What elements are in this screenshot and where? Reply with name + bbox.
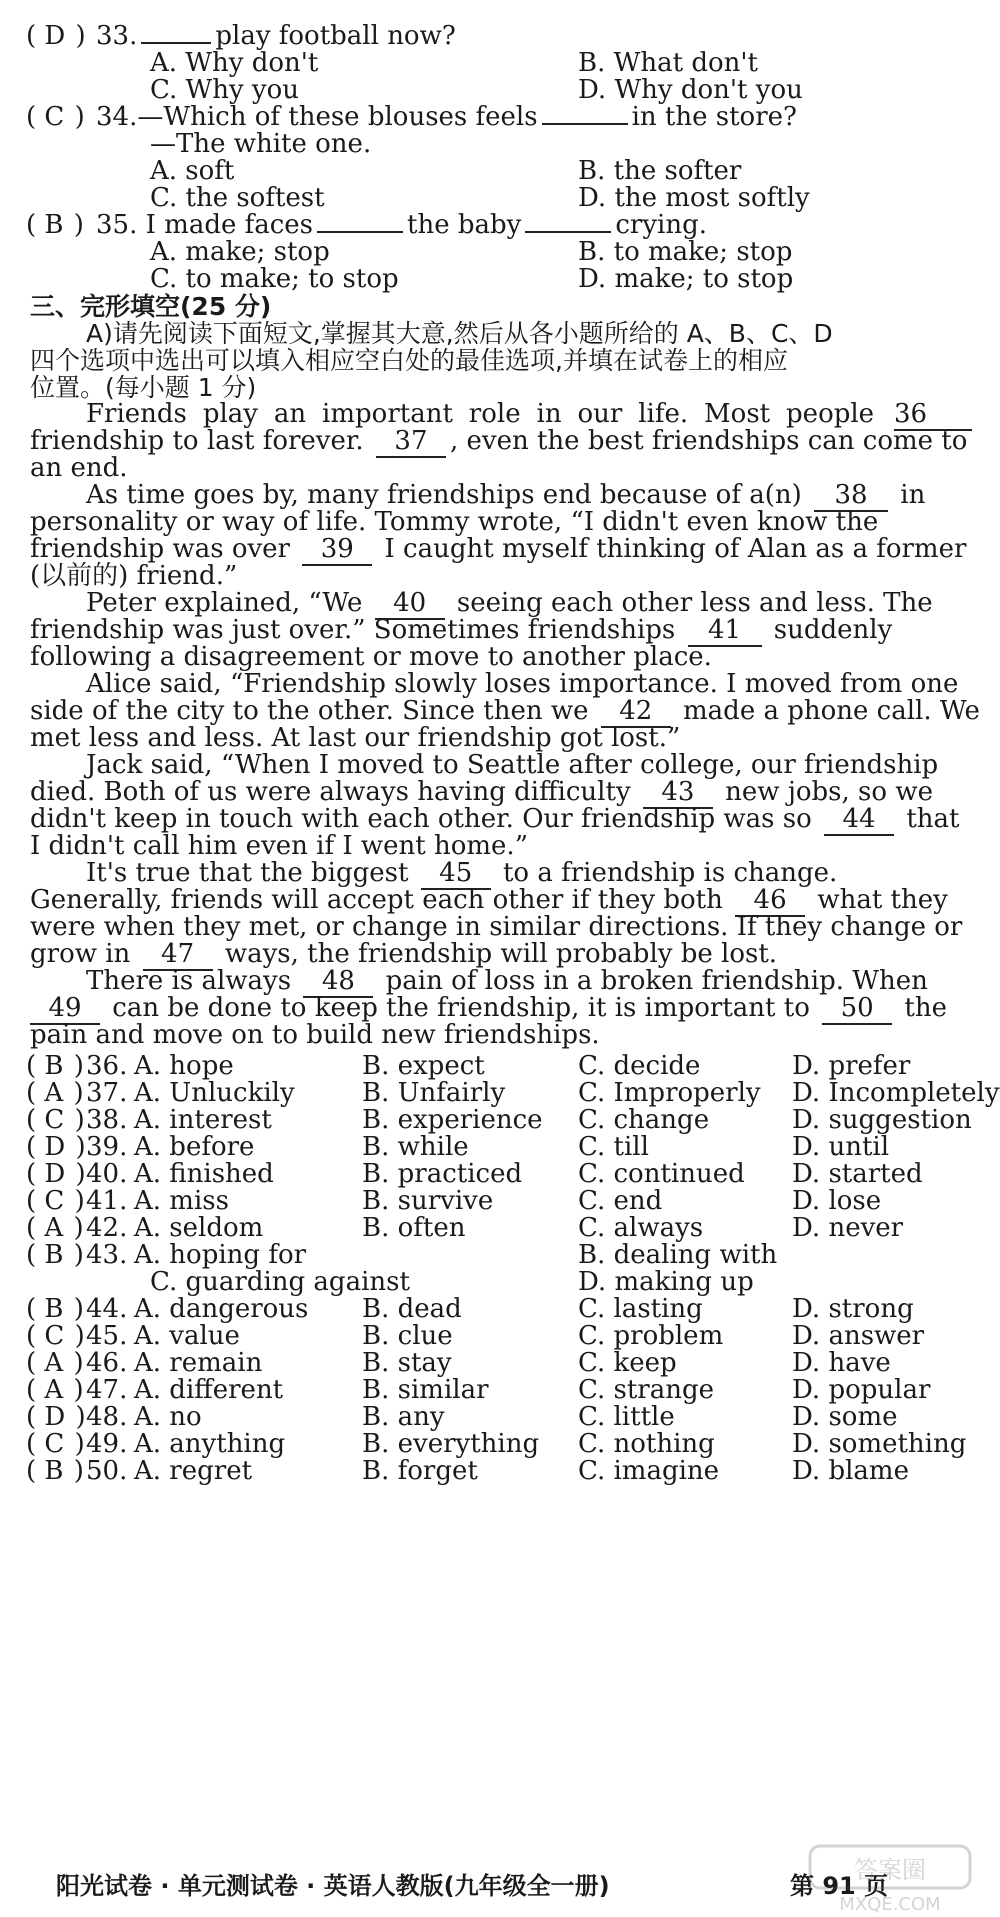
blank xyxy=(525,231,611,233)
option-a: A. seldom xyxy=(134,1213,264,1243)
option-b: B. expect xyxy=(362,1051,485,1081)
answer-bracket: ( D ) xyxy=(26,1159,86,1189)
option-c: C. strange xyxy=(578,1375,714,1405)
options-35a: A. make; stop B. to make; stop xyxy=(150,237,793,267)
blank-38: 38 xyxy=(814,480,888,512)
options-35b: C. to make; to stop D. make; to stop xyxy=(150,264,794,294)
answer-bracket: ( A ) xyxy=(26,1375,84,1405)
watermark-url: MXQE.COM xyxy=(839,1894,941,1915)
answer-bracket: ( B ) xyxy=(26,1240,84,1270)
option-row xyxy=(0,1455,1000,1488)
blank-46: 46 xyxy=(735,885,805,917)
option-b: B. dead xyxy=(362,1294,462,1324)
options-33b: C. Why you D. Why don't you xyxy=(150,75,803,105)
options-34a: A. soft B. the softer xyxy=(150,156,742,186)
option-d: D. suggestion xyxy=(792,1105,972,1135)
option-b: B. clue xyxy=(362,1321,453,1351)
answer-bracket: ( C ) xyxy=(26,1105,85,1135)
passage-line: It's true that the biggest 45 to a friendship is change. xyxy=(86,858,838,888)
option-b: B. Unfairly xyxy=(362,1078,506,1108)
question-number: 50. xyxy=(86,1456,128,1486)
option-d: D. lose xyxy=(792,1186,882,1216)
option-c: C. lasting xyxy=(578,1294,703,1324)
blank-45: 45 xyxy=(421,858,491,890)
question-number: 48. xyxy=(86,1402,128,1432)
blank-37: 37 xyxy=(376,426,446,458)
passage-line: (以前的) friend.” xyxy=(30,561,238,591)
options-33a: A. Why don't B. What don't xyxy=(150,48,758,78)
answer-bracket: ( C ) xyxy=(26,1429,85,1459)
option-c: C. problem xyxy=(578,1321,724,1351)
option-a: A. remain xyxy=(134,1348,263,1378)
option-c: C. till xyxy=(578,1132,649,1162)
passage-line: pain and move on to build new friendships. xyxy=(30,1020,600,1050)
option-b: B. similar xyxy=(362,1375,489,1405)
passage-line: I didn't call him even if I went home.” xyxy=(30,831,528,861)
answer-bracket: ( D ) xyxy=(26,1402,86,1432)
question-number: 37. xyxy=(86,1078,128,1108)
option-c: C. continued xyxy=(578,1159,745,1189)
answer-bracket: ( B ) xyxy=(26,210,84,240)
option-a: A. hoping for xyxy=(134,1240,307,1270)
question-number: 49. xyxy=(86,1429,128,1459)
option-a: A. interest xyxy=(134,1105,272,1135)
option-b: B. any xyxy=(362,1402,445,1432)
passage-line: didn't keep in touch with each other. Our friendship was so 44 that xyxy=(30,804,960,834)
passage-line: met less and less. At last our friendship got lost.” xyxy=(30,723,681,753)
option-d: D. answer xyxy=(792,1321,925,1351)
option-d: D. prefer xyxy=(792,1051,911,1081)
passage-line: friendship was just over.” Sometimes friendships 41 suddenly xyxy=(30,615,893,645)
option-c: C. nothing xyxy=(578,1429,715,1459)
option-d: D. something xyxy=(792,1429,967,1459)
passage-line: died. Both of us were always having difficulty 43 new jobs, so we xyxy=(30,777,933,807)
blank-47: 47 xyxy=(143,939,213,971)
blank-50: 50 xyxy=(822,993,892,1025)
answer-bracket: ( A ) xyxy=(26,1078,84,1108)
answer-bracket: ( C ) xyxy=(26,102,85,132)
option-c: C. Improperly xyxy=(578,1078,761,1108)
answer-bracket: ( A ) xyxy=(26,1348,84,1378)
passage-line: following a disagreement or move to another place. xyxy=(30,642,712,672)
instruction-line-3: 位置。(每小题 1 分) xyxy=(30,373,257,402)
blank-41: 41 xyxy=(688,615,762,647)
passage-line: Peter explained, “We 40 seeing each other less and less. The xyxy=(86,588,933,618)
option-a: A. no xyxy=(134,1402,202,1432)
passage-line: an end. xyxy=(30,453,128,483)
passage-line: There is always 48 pain of loss in a broken friendship. When xyxy=(86,966,928,996)
answer-bracket: ( B ) xyxy=(26,1456,84,1486)
option-b: B. practiced xyxy=(362,1159,523,1189)
passage-line: 49 can be done to keep the friendship, it is important to 50 the xyxy=(0,992,1000,1025)
passage-line: Jack said, “When I moved to Seattle after college, our friendship xyxy=(86,750,939,780)
option-c: B. dealing with xyxy=(578,1240,778,1270)
option-c: C. decide xyxy=(578,1051,701,1081)
blank xyxy=(542,123,628,125)
reply-34: —The white one. xyxy=(150,129,372,159)
passage-line: Alice said, “Friendship slowly loses importance. I moved from one xyxy=(86,669,959,699)
option-a: A. regret xyxy=(134,1456,253,1486)
blank-48: 48 xyxy=(303,966,373,998)
question-35: ( B ) 35. I made faces the baby crying. xyxy=(26,210,708,240)
passage-line: Generally, friends will accept each other if they both 46 what they xyxy=(30,885,948,915)
answer-bracket: ( B ) xyxy=(26,1051,84,1081)
question-33: ( D ) 33. play football now? xyxy=(26,21,456,51)
passage-line: side of the city to the other. Since then we 42 made a phone call. We xyxy=(30,696,980,726)
option-d: D. until xyxy=(792,1132,890,1162)
option-a: A. Unluckily xyxy=(134,1078,295,1108)
option-d: D. Incompletely xyxy=(792,1078,1000,1108)
passage-line: grow in 47 ways, the friendship will probably be lost. xyxy=(30,939,778,969)
question-number: 43. xyxy=(86,1240,128,1270)
blank xyxy=(141,42,211,44)
passage-line: friendship was over 39 I caught myself thinking of Alan as a former xyxy=(30,534,967,564)
blank-43: 43 xyxy=(643,777,713,809)
option-a: A. miss xyxy=(134,1186,229,1216)
answer-bracket: ( C ) xyxy=(26,1186,85,1216)
question-number: 41. xyxy=(86,1186,128,1216)
options-34b: C. the softest D. the most softly xyxy=(150,183,810,213)
option-c: C. keep xyxy=(578,1348,677,1378)
option-d: D. have xyxy=(792,1348,891,1378)
book-title: 阳光试卷 · 单元测试卷 · 英语人教版(九年级全一册) xyxy=(56,1872,610,1900)
option-d: D. popular xyxy=(792,1375,931,1405)
option-a: A. hope xyxy=(134,1051,234,1081)
option-b: B. forget xyxy=(362,1456,478,1486)
option-b: B. experience xyxy=(362,1105,543,1135)
option-c: D. making up xyxy=(578,1267,754,1297)
option-b: B. survive xyxy=(362,1186,494,1216)
passage-line: were when they met, or change in similar directions. If they change or xyxy=(30,912,963,942)
option-c: C. little xyxy=(578,1402,675,1432)
option-d: D. strong xyxy=(792,1294,914,1324)
blank-40: 40 xyxy=(375,588,445,620)
option-a: C. guarding against xyxy=(150,1267,410,1297)
question-number: 45. xyxy=(86,1321,128,1351)
blank-36: 36 xyxy=(894,399,972,431)
option-c: C. end xyxy=(578,1186,663,1216)
question-number: 38. xyxy=(86,1105,128,1135)
question-number: 42. xyxy=(86,1213,128,1243)
answer-bracket: ( D ) xyxy=(26,1132,86,1162)
question-number: 44. xyxy=(86,1294,128,1324)
blank xyxy=(317,231,403,233)
watermark-text: 答案圈 xyxy=(854,1856,926,1884)
answer-bracket: ( A ) xyxy=(26,1213,84,1243)
question-number: 47. xyxy=(86,1375,128,1405)
option-d: D. blame xyxy=(792,1456,909,1486)
option-a: A. value xyxy=(134,1321,240,1351)
question-34: ( C ) 34.—Which of these blouses feels in the store? xyxy=(26,102,797,132)
option-d: D. some xyxy=(792,1402,898,1432)
question-number: 40. xyxy=(86,1159,128,1189)
option-b: B. everything xyxy=(362,1429,540,1459)
blank-39: 39 xyxy=(302,534,372,566)
option-a: A. before xyxy=(134,1132,255,1162)
instruction-line-1: A)请先阅读下面短文,掌握其大意,然后从各小题所给的 A、B、C、D xyxy=(86,319,833,348)
blank-49: 49 xyxy=(30,993,100,1025)
answer-bracket: ( B ) xyxy=(26,1294,84,1324)
option-b: B. while xyxy=(362,1132,469,1162)
passage-line: personality or way of life. Tommy wrote, “I didn't even know the xyxy=(30,507,879,537)
passage-line: As time goes by, many friendships end because of a(n) 38 in xyxy=(86,480,926,510)
option-b: B. often xyxy=(362,1213,466,1243)
question-number: 39. xyxy=(86,1132,128,1162)
instruction-line-2: 四个选项中选出可以填入相应空白处的最佳选项,并填在试卷上的相应 xyxy=(30,346,788,375)
option-a: A. dangerous xyxy=(134,1294,309,1324)
passage-line: friendship to last forever. 37 , even the best friendships can come to xyxy=(30,426,968,456)
question-number: 46. xyxy=(86,1348,128,1378)
option-c: C. change xyxy=(578,1105,710,1135)
blank-44: 44 xyxy=(824,804,894,836)
option-b: B. stay xyxy=(362,1348,452,1378)
question-number: 36. xyxy=(86,1051,128,1081)
blank-42: 42 xyxy=(601,696,671,728)
option-c: C. imagine xyxy=(578,1456,720,1486)
option-a: A. different xyxy=(134,1375,284,1405)
page-number: 第 91 页 xyxy=(790,1872,889,1900)
option-d: D. started xyxy=(792,1159,923,1189)
option-c: C. always xyxy=(578,1213,704,1243)
option-d: D. never xyxy=(792,1213,904,1243)
watermark-logo xyxy=(790,1840,990,1915)
section-title: 三、完形填空(25 分) xyxy=(30,292,272,321)
option-a: A. anything xyxy=(134,1429,286,1459)
answer-bracket: ( D ) xyxy=(26,21,86,51)
passage-line: Friends play an important role in our life. Most people 36 xyxy=(0,398,1000,431)
option-a: A. finished xyxy=(134,1159,274,1189)
answer-bracket: ( C ) xyxy=(26,1321,85,1351)
